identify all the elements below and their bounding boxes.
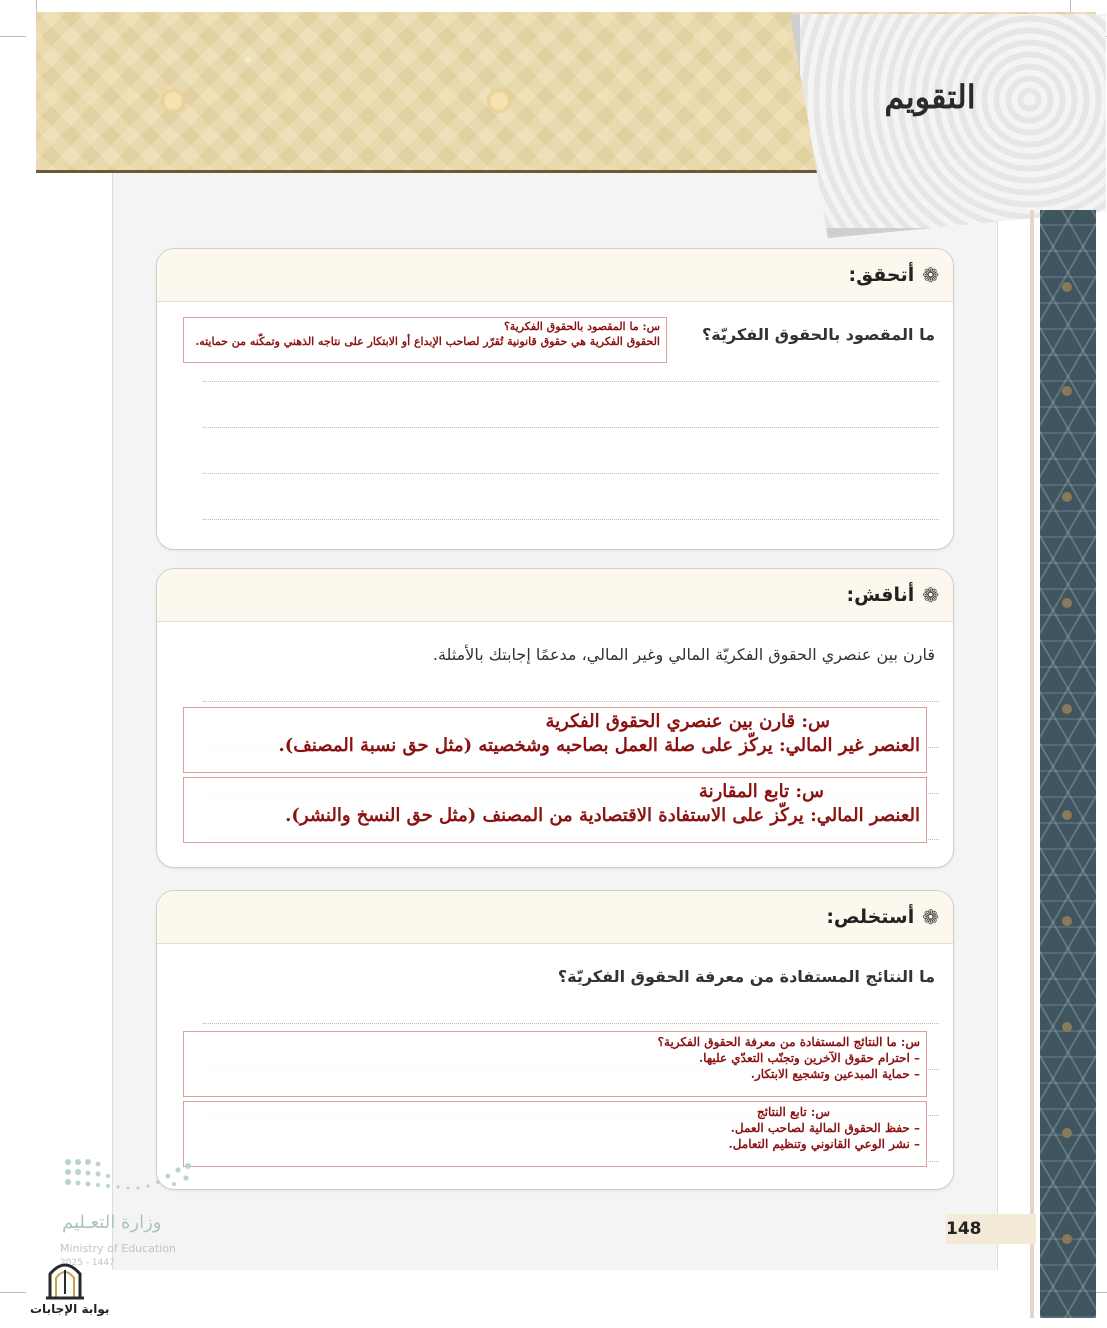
answer-box bbox=[183, 777, 927, 843]
ministry-name-en: Ministry of Education bbox=[60, 1242, 177, 1255]
crop-mark bbox=[0, 36, 26, 37]
section-header bbox=[157, 569, 953, 622]
crop-mark bbox=[1070, 0, 1071, 12]
strip-stud bbox=[1062, 1234, 1072, 1244]
strip-stud bbox=[1062, 492, 1072, 502]
answer-box bbox=[183, 1031, 927, 1097]
side-pattern-strip bbox=[1040, 210, 1096, 1318]
answer-line-text: الحقوق الفكرية هي حقوق قانونية تُقرّر لصاحب الإبداع أو الابتكار على نتاجه الذهني وتمكّنه من حمايته. bbox=[195, 334, 660, 348]
answer-line-text: س: قارن بين عنصري الحقوق الفكرية bbox=[545, 711, 830, 732]
answer-line-text: س: ما المقصود بالحقوق الفكرية؟ bbox=[503, 320, 660, 333]
ministry-year: 2025 - 1447 bbox=[60, 1258, 115, 1268]
ornament-dot bbox=[160, 88, 186, 114]
page-title: التقويم bbox=[884, 78, 976, 116]
section-question: ما النتائج المستفادة من معرفة الحقوق الفكريّة؟ bbox=[557, 967, 935, 986]
answer-line-text: – حفظ الحقوق المالية لصاحب العمل. bbox=[730, 1121, 920, 1136]
ministry-logo-icon bbox=[64, 1158, 204, 1198]
answer-line bbox=[203, 473, 939, 474]
strip-stud bbox=[1062, 704, 1072, 714]
answer-line-text: العنصر المالي: يركّز على الاستفادة الاقتصادية من المصنف (مثل حق النسخ والنشر). bbox=[285, 805, 920, 827]
section-header bbox=[157, 891, 953, 944]
section-question: ما المقصود بالحقوق الفكريّة؟ bbox=[701, 325, 935, 344]
strip-stud bbox=[1062, 386, 1072, 396]
flower-bullet-icon: ❁ bbox=[922, 263, 939, 287]
answer-line bbox=[203, 701, 939, 702]
answer-line-text: – حماية المبدعين وتشجيع الابتكار. bbox=[750, 1067, 920, 1082]
strip-stud bbox=[1062, 916, 1072, 926]
strip-stud bbox=[1062, 810, 1072, 820]
section-check bbox=[156, 248, 954, 550]
strip-stud bbox=[1062, 282, 1072, 292]
answer-line-text: – احترام حقوق الآخرين وتجنّب التعدّي عليها. bbox=[698, 1051, 920, 1066]
title-plate bbox=[790, 14, 1106, 238]
answer-line bbox=[203, 519, 939, 520]
answer-line-text: س: تابع النتائج bbox=[756, 1105, 830, 1119]
answer-line-text: س: تابع المقارنة bbox=[698, 781, 824, 802]
answer-box bbox=[183, 1101, 927, 1167]
answer-box bbox=[183, 317, 667, 363]
ministry-name-ar: وزارة التعـليم bbox=[62, 1212, 162, 1233]
portal-name: بوابة الإجابات bbox=[30, 1302, 110, 1316]
answer-line bbox=[203, 427, 939, 428]
strip-stud bbox=[1062, 598, 1072, 608]
flower-bullet-icon: ❁ bbox=[922, 583, 939, 607]
section-discuss bbox=[156, 568, 954, 868]
answer-line-text: – نشر الوعي القانوني وتنظيم التعامل. bbox=[728, 1137, 920, 1152]
crop-mark bbox=[36, 0, 37, 12]
answer-box bbox=[183, 707, 927, 773]
answer-line-text: العنصر غير المالي: يركّز على صلة العمل بصاحبه وشخصيته (مثل حق نسبة المصنف). bbox=[278, 735, 920, 757]
strip-stud bbox=[1062, 1022, 1072, 1032]
section-label: أستخلص: bbox=[826, 906, 915, 928]
section-header bbox=[157, 249, 953, 302]
ornament-dot bbox=[486, 88, 512, 114]
flower-bullet-icon: ❁ bbox=[922, 905, 939, 929]
section-conclude bbox=[156, 890, 954, 1190]
section-question: قارن بين عنصري الحقوق الفكريّة المالي وغير المالي، مدعمًا إجابتك بالأمثلة. bbox=[432, 645, 935, 664]
section-label: أتحقق: bbox=[848, 264, 915, 286]
crop-mark bbox=[0, 1292, 26, 1293]
strip-border bbox=[1030, 210, 1034, 1318]
answer-line bbox=[203, 1023, 939, 1024]
portal-logo-icon bbox=[40, 1256, 90, 1300]
answer-line-text: س: ما النتائج المستفادة من معرفة الحقوق الفكرية؟ bbox=[657, 1035, 920, 1049]
answer-line bbox=[203, 381, 939, 382]
strip-stud bbox=[1062, 1128, 1072, 1138]
page-number: 148 bbox=[946, 1214, 1036, 1244]
section-label: أناقش: bbox=[846, 584, 915, 606]
